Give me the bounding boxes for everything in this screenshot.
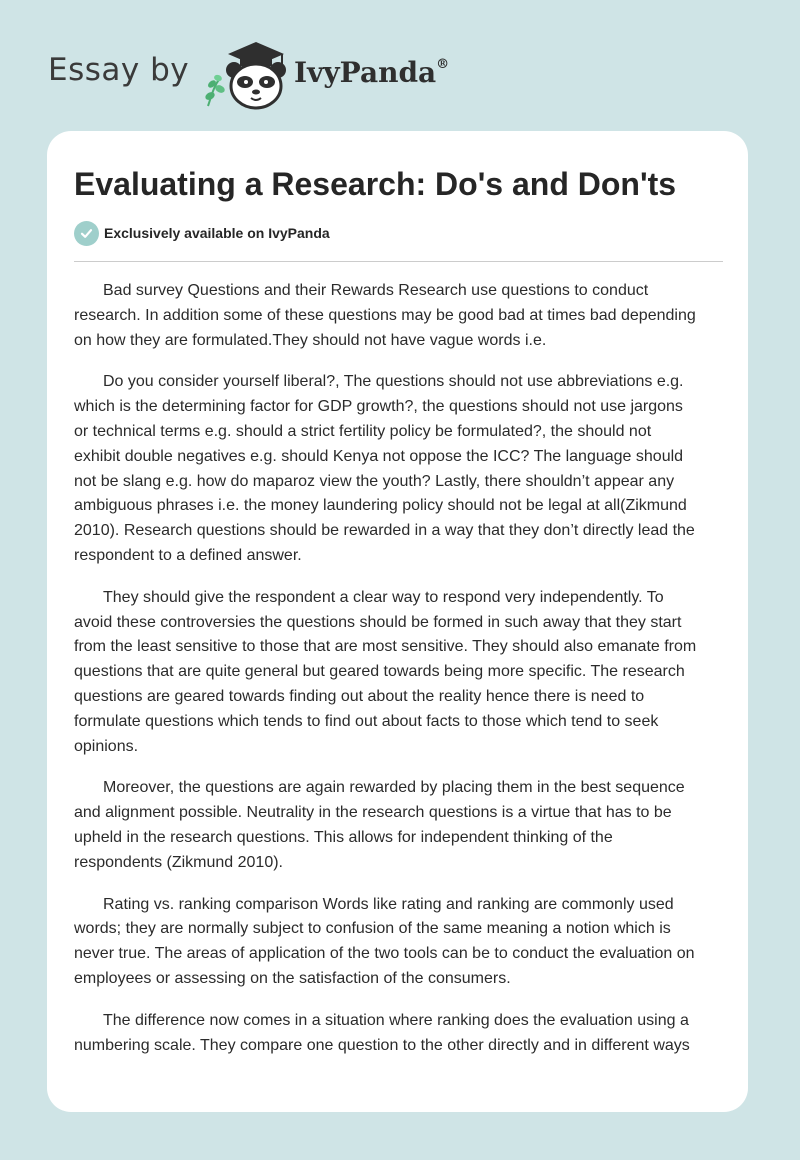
divider bbox=[74, 261, 723, 262]
paragraph: Rating vs. ranking comparison Words like rating and ranking are commonly used words; they are normally subject to confusion of the same meaning a notion which is never true. The areas of application of the two tools can be to conduct the evaluation on employees or assessing on the satisfaction of the consumers. bbox=[74, 895, 695, 987]
check-circle-icon bbox=[74, 221, 99, 246]
essay-body bbox=[74, 279, 724, 1075]
paragraph: The difference now comes in a situation where ranking does the evaluation using a numbering scale. They compare one question to the other directly and in different ways bbox=[74, 1011, 690, 1054]
brand-text: IvyPanda bbox=[294, 56, 437, 89]
paragraph: They should give the respondent a clear way to respond very independently. To avoid these controversies the questions should be formed in such away that they start from the least sensitive to those that are most sensitive. They should also emanate from questions that are quite general but geared towards being more specific. The research questions are geared towards finding out about the reality hence there is need to formulate questions which tends to find out about facts to those which tend to seek opinions. bbox=[74, 588, 697, 755]
paragraph: Bad survey Questions and their Rewards Research use questions to conduct research. In addition some of these questions may be good bad at times bad depending on how they are formulated.They should not have vague words i.e. bbox=[74, 282, 696, 349]
exclusive-badge bbox=[74, 220, 330, 246]
paragraph: Do you consider yourself liberal?, The questions should not use abbreviations e.g. which is the determining factor for GDP growth?, the questions should not use jargons or technical terms e.g. should a strict fertility policy be formulated?, the should not exhibit double negatives e.g. should Kenya not oppose the ICC? The language should not be slang e.g. how do maparoz view the youth? Lastly, there shouldn’t appear any ambiguous phrases i.e. the money laundering policy should not be legal at all(Zikmund 2010). Research questions should be rewarded in a way that they don’t directly lead the respondent to a defined answer. bbox=[74, 373, 695, 564]
paragraph: Moreover, the questions are again rewarded by placing them in the best sequence and alignment possible. Neutrality in the research questions is a virtue that has to be upheld in the research questions. This allows for independent thinking of the respondents (Zikmund 2010). bbox=[74, 779, 685, 871]
exclusive-badge-label: Exclusively available on IvyPanda bbox=[104, 225, 330, 241]
panda-graduate-logo-icon[interactable] bbox=[198, 34, 308, 112]
essay-title: Evaluating a Research: Do's and Don'ts bbox=[74, 166, 677, 202]
essay-card bbox=[47, 131, 748, 1112]
brand-name[interactable] bbox=[294, 56, 449, 89]
essay-by-label: Essay by bbox=[48, 52, 190, 88]
registered-mark: ® bbox=[436, 56, 450, 72]
site-header bbox=[48, 34, 548, 114]
